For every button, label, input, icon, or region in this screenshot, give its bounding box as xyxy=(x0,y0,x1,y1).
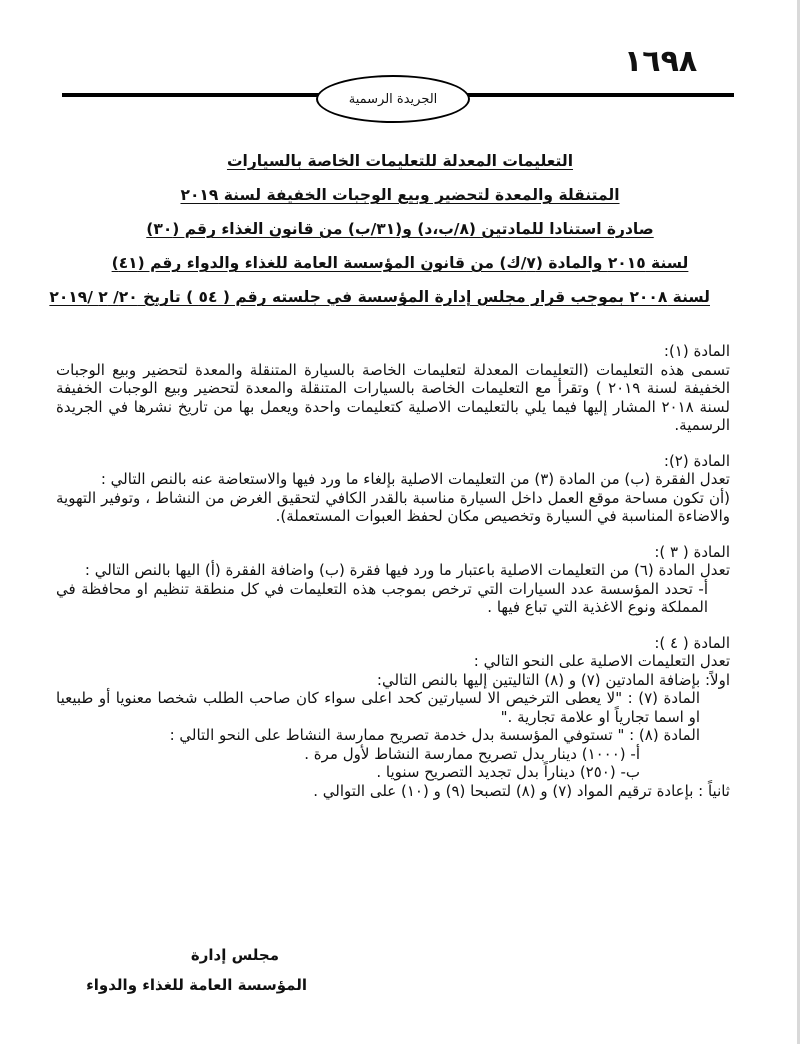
gazette-label xyxy=(316,75,470,123)
document-title-block xyxy=(49,152,710,322)
article-text: تعدل المادة (٦) من التعليمات الاصلية باعتبار ما ورد فيها فقرة (ب) واضافة الفقرة (أ) اليها بالنص التالي : xyxy=(84,561,730,579)
document-body xyxy=(56,342,730,817)
article-second: ثانياً : بإعادة ترقيم المواد (٧) و (٨) لتصبحا (٩) و (١٠) على التوالي . xyxy=(313,781,730,800)
article-heading: المادة ( ٤ ): xyxy=(654,633,730,652)
article-first: اولاً: بإضافة المادتين (٧) و (٨) التاليتين إليها بالنص التالي: xyxy=(376,670,730,689)
fee-item-b: ب- (٢٥٠) ديناراً بدل تجديد التصريح سنويا . xyxy=(376,763,640,781)
article-heading: المادة (١): xyxy=(663,342,730,360)
article-item: أ- تحدد المؤسسة عدد السيارات التي ترخص بموجب هذه التعليمات في كل منطقة تنظيم او محافظة في المملكة ونوع الاغذية التي تباع فيها . xyxy=(56,579,708,616)
gazette-label-text: الجريدة الرسمية xyxy=(348,91,438,107)
title-line-2: المتنقلة والمعدة لتحضير وبيع الوجبات الخفيفة لسنة ٢٠١٩ xyxy=(180,186,620,204)
signature-line-2: المؤسسة العامة للغذاء والدواء xyxy=(86,976,307,994)
fee-item-a: أ- (١٠٠٠) دينار بدل تصريح ممارسة النشاط لأول مرة . xyxy=(304,744,640,763)
title-line-4: لسنة ٢٠١٥ والمادة (٧/ك) من قانون المؤسسة العامة للغذاء والدواء رقم (٤١) xyxy=(111,254,689,272)
article-quote: (أن تكون مساحة موقع العمل داخل السيارة مناسبة بالقدر الكافي لتحقيق الغرض من النشاط ، وتوفير التهوية والاضاءة المناسبة في السيارة وتخصيص مكان لحفظ العبوات المستعملة). xyxy=(56,488,730,525)
article-4 xyxy=(56,634,730,801)
page-number: ١٦٩٨ xyxy=(624,44,698,79)
article-text: تعدل الفقرة (ب) من المادة (٣) من التعليمات الاصلية بإلغاء ما ورد فيها والاستعاضة عنه بالنص التالي : xyxy=(100,470,730,488)
article-intro: تعدل التعليمات الاصلية على النحو التالي : xyxy=(473,652,730,670)
title-line-5: لسنة ٢٠٠٨ بموجب قرار مجلس إدارة المؤسسة في جلسته رقم ( ٥٤ ) تاريخ ٢٠/ ٢ /٢٠١٩ xyxy=(49,288,710,306)
signature-line-1: مجلس إدارة xyxy=(190,946,279,964)
new-article-8: المادة (٨) : " تستوفي المؤسسة بدل خدمة تصريح ممارسة النشاط على النحو التالي : xyxy=(169,726,700,744)
article-2 xyxy=(56,452,730,526)
article-heading: المادة (٢): xyxy=(663,451,730,470)
article-1 xyxy=(56,342,730,435)
new-article-7: المادة (٧) : "لا يعطى الترخيص الا لسيارتين كحد اعلى سواء كان صاحب الطلب شخصا معنويا أو طبيعيا او اسما تجارياً او علامة تجارية ." xyxy=(56,689,701,726)
article-text: تسمى هذه التعليمات (التعليمات المعدلة لتعليمات الخاصة بالسيارة المتنقلة والمعدة لتحضير وبيع الوجبات الخفيفة لسنة ٢٠١٩ ) وتقرأ مع التعليمات الخاصة بالسيارات المتنقلة والمعدة لتحضير وبيع الوجبات الخفيفة لسنة ٢٠١٨ المشار إليها فيما يلي بالتعليمات الاصلية كتعليمات واحدة ويعمل بها من تاريخ نشرها في الجريدة الرسمية. xyxy=(56,360,731,434)
title-line-1: التعليمات المعدلة للتعليمات الخاصة بالسيارات xyxy=(226,152,574,170)
title-line-3: صادرة استنادا للمادتين (٨/ب،د) و(٣١/ب) من قانون الغذاء رقم (٣٠) xyxy=(146,220,654,238)
article-heading: المادة ( ٣ ): xyxy=(654,542,730,561)
article-3 xyxy=(56,543,730,617)
signature-block xyxy=(86,940,307,1000)
